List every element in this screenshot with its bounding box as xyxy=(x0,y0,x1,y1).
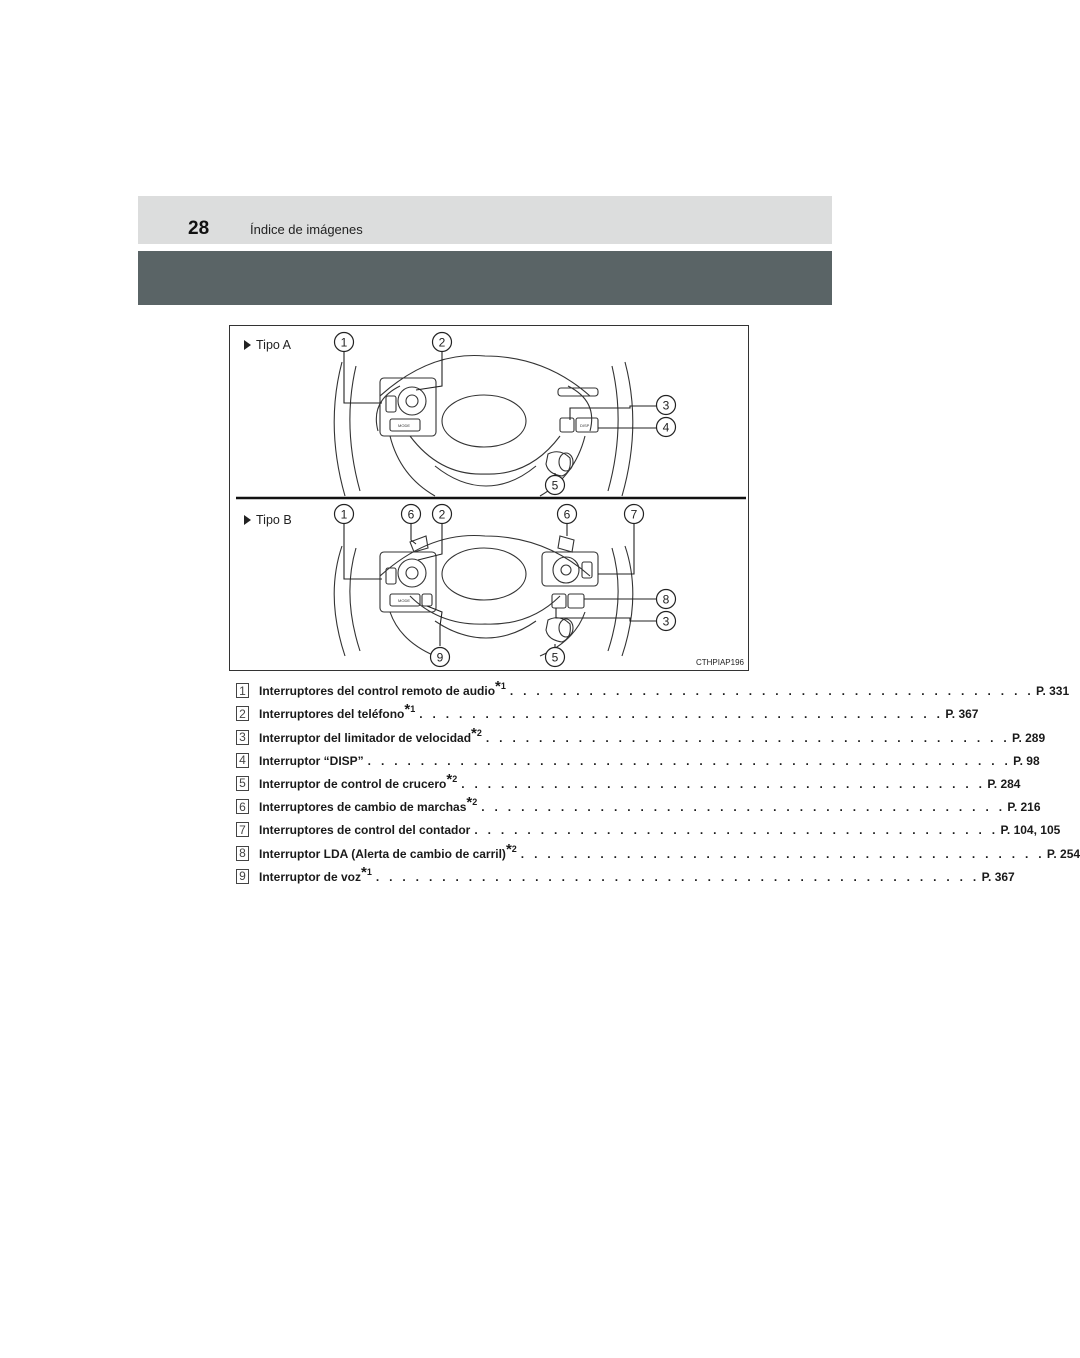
triangle-bullet-icon xyxy=(244,515,251,525)
legend-item: 3 Interruptor del limitador de velocidad$^{*2}$ . . . . . . . . . . . . . . . . . . . . . . . . . . . . . . . . . . . . . . . . P. 289 xyxy=(236,721,724,744)
legend-label: Interruptores de cambio de marchas xyxy=(259,800,467,815)
legend-label: Interruptores de control del contador xyxy=(259,823,471,838)
legend-page: P. 289 xyxy=(1012,730,1046,745)
legend-page: P. 216 xyxy=(1007,800,1041,815)
leader-dots: . . . . . . . . . . . . . . . . . . . . . . . . . . . . . . . . . . . . . . . . . . . . . . . . . xyxy=(367,753,1012,768)
callout-a-1: 1 xyxy=(340,335,348,350)
type-b-label xyxy=(244,513,292,527)
legend-number: 2 xyxy=(236,706,249,721)
leader-dots: . . . . . . . . . . . . . . . . . . . . . . . . . . . . . . . . . . . . . . . . xyxy=(509,684,1034,699)
legend-number: 3 xyxy=(236,730,249,745)
callout-b-3: 3 xyxy=(662,614,670,629)
type-a-switch-text xyxy=(398,423,590,428)
mode-switch-text-b: MODE xyxy=(398,598,410,603)
legend-page: P. 254 xyxy=(1046,846,1080,861)
leader-dots: . . . . . . . . . . . . . . . . . . . . . . . . . . . . . . . . . . . . . . . . . . . . . . xyxy=(375,869,980,884)
legend-note: 1 xyxy=(500,681,506,692)
legend-note: 2 xyxy=(511,843,517,854)
legend-label: Interruptor de voz xyxy=(259,869,362,884)
legend-item xyxy=(236,814,1061,838)
callout-b-9: 9 xyxy=(436,650,444,665)
type-b-switch-text xyxy=(398,598,410,603)
legend-item: 2 Interruptores del teléfono$^{*1}$ . . . . . . . . . . . . . . . . . . . . . . . . . . . . . . . . . . . . . . . . P. 367 xyxy=(236,698,724,721)
legend-note: 1 xyxy=(366,866,372,877)
type-b-wheel xyxy=(334,536,633,657)
legend-note: 1 xyxy=(410,704,416,715)
leader-dots: . . . . . . . . . . . . . . . . . . . . . . . . . . . . . . . . . . . . . . . . xyxy=(474,823,999,838)
legend-number: 5 xyxy=(236,776,249,791)
leader-dots: . . . . . . . . . . . . . . . . . . . . . . . . . . . . . . . . . . . . . . . . xyxy=(419,707,944,722)
callout-b-8: 8 xyxy=(662,592,670,607)
legend-page: P. 284 xyxy=(987,776,1021,791)
callout-b-6-left: 6 xyxy=(407,507,415,522)
callout-a-4: 4 xyxy=(662,420,670,435)
legend-label: Interruptores del control remoto de audio xyxy=(259,684,496,699)
legend-number: 6 xyxy=(236,799,249,814)
legend-page: P. 98 xyxy=(1013,753,1040,768)
type-b-text: Tipo B xyxy=(256,513,292,527)
legend-label: Interruptor del limitador de velocidad xyxy=(259,730,472,745)
legend-label: Interruptor “DISP” xyxy=(259,753,364,768)
legend-note: 2 xyxy=(472,797,478,808)
type-a-label xyxy=(244,338,291,352)
legend-page: P. 367 xyxy=(981,869,1015,884)
callout-b-1: 1 xyxy=(340,507,348,522)
legend-number: 7 xyxy=(236,822,249,837)
leader-dots: . . . . . . . . . . . . . . . . . . . . . . . . . . . . . . . . . . . . . . . . xyxy=(461,776,986,791)
legend-label: Interruptor LDA (Alerta de cambio de carril) xyxy=(259,846,506,861)
legend-item: 6 Interruptores de cambio de marchas$^{*2}$ . . . . . . . . . . . . . . . . . . . . . . . . . . . . . . . . . . . . . . . . P. 216 xyxy=(236,791,724,814)
legend-number: 8 xyxy=(236,846,249,861)
callout-b-7: 7 xyxy=(630,507,638,522)
callout-a-5: 5 xyxy=(551,478,559,493)
legend-number: 1 xyxy=(236,683,249,698)
page-number: 28 xyxy=(188,218,210,239)
callout-b-5: 5 xyxy=(551,650,559,665)
triangle-bullet-icon xyxy=(244,340,251,350)
legend-item: 1 Interruptores del control remoto de audio$^{*1}$ . . . . . . . . . . . . . . . . . . . . . . . . . . . . . . . . . . . . . . . . P. 331 xyxy=(236,675,724,698)
legend-list xyxy=(236,675,1080,884)
legend-note: 2 xyxy=(452,773,458,784)
legend-label: Interruptor de control de crucero xyxy=(259,776,447,791)
leader-dots: . . . . . . . . . . . . . . . . . . . . . . . . . . . . . . . . . . . . . . . . xyxy=(481,800,1006,815)
legend-label: Interruptores del teléfono xyxy=(259,707,405,722)
steering-wheel-figure xyxy=(229,325,749,671)
legend-item xyxy=(236,745,1040,768)
leader-dots: . . . . . . . . . . . . . . . . . . . . . . . . . . . . . . . . . . . . . . . . xyxy=(485,730,1010,745)
leader-dots: . . . . . . . . . . . . . . . . . . . . . . . . . . . . . . . . . . . . . . . . xyxy=(520,846,1045,861)
title-band xyxy=(138,251,832,305)
disp-switch-text: DISP xyxy=(580,423,590,428)
callout-b-2: 2 xyxy=(438,507,446,522)
legend-number: 4 xyxy=(236,753,249,768)
section-title: Índice de imágenes xyxy=(250,222,363,237)
callout-a-2: 2 xyxy=(438,335,446,350)
type-b-callouts xyxy=(335,505,676,667)
legend-note: 2 xyxy=(476,727,482,738)
legend-page: P. 104, 105 xyxy=(1000,823,1061,838)
callout-b-6-right: 6 xyxy=(563,507,571,522)
legend-page: P. 331 xyxy=(1035,684,1070,699)
legend-item: 9 Interruptor de voz$^{*1}$ . . . . . . . . . . . . . . . . . . . . . . . . . . . . . . . . . . . . . . . . . . . . . . P. 367 xyxy=(236,861,724,884)
legend-page: P. 367 xyxy=(945,707,979,722)
mode-switch-text: MODE xyxy=(398,423,410,428)
type-a-text: Tipo A xyxy=(256,338,291,352)
legend-number: 9 xyxy=(236,869,249,884)
figure-code: CTHPIAP196 xyxy=(695,658,744,667)
steering-wheel-illustration xyxy=(230,326,750,672)
callout-a-3: 3 xyxy=(662,398,670,413)
header-band xyxy=(138,196,832,244)
legend-item: 8 Interruptor LDA (Alerta de cambio de carril)$^{*2}$ . . . . . . . . . . . . . . . . . . . . . . . . . . . . . . . . . . . . . . . . P. 254 xyxy=(236,837,724,860)
legend-item: 5 Interruptor de control de crucero$^{*2}$ . . . . . . . . . . . . . . . . . . . . . . . . . . . . . . . . . . . . . . . . P. 284 xyxy=(236,768,724,791)
